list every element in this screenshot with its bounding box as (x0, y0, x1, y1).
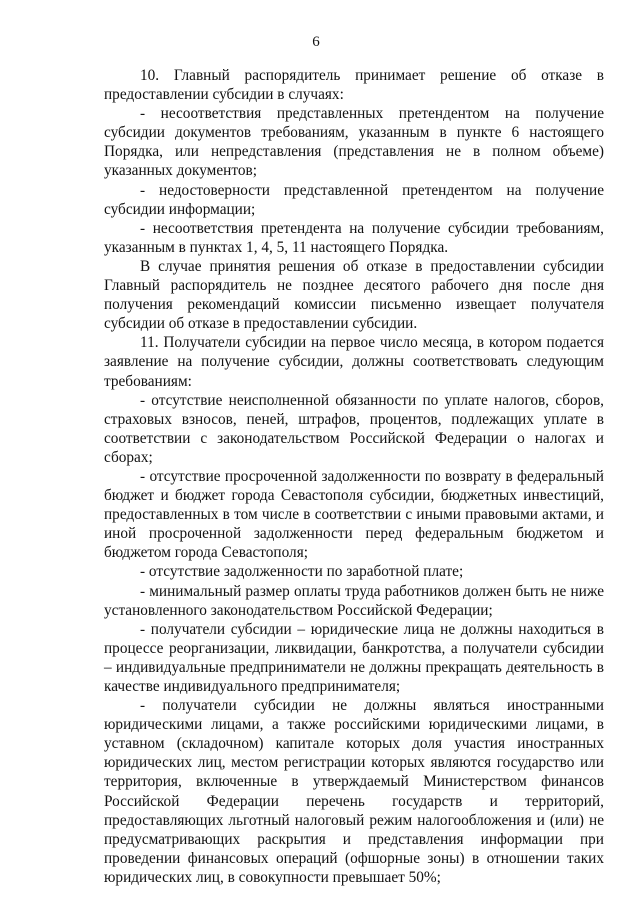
list-item: - отсутствие просроченной задолженности по возврату в федеральный бюджет и бюджет города Севастополя субсидии, бюджетных инвестиций, предоставленных в том числе в соответствии с иными правовыми актами, и иной просроченной задолженности перед федеральным бюджетом и бюджетом города Севастополя; (104, 467, 604, 562)
paragraph-11-intro: 11. Получатели субсидии на первое число месяца, в котором подается заявление на получение субсидии, должны соответствовать следующим требованиям: (104, 334, 604, 390)
document-body (104, 66, 604, 887)
paragraph-refusal-notice: В случае принятия решения об отказе в предоставлении субсидии Главный распорядитель не позднее десятого рабочего дня после дня получения рекомендаций комиссии письменно извещает получателя субсидии об отказе в предоставлении субсидии. (104, 257, 604, 333)
list-item: - несоответствия претендента на получение субсидии требованиям, указанным в пунктах 1, 4, 5, 11 настоящего Порядка. (104, 219, 604, 256)
list-item: - недостоверности представленной претендентом на получение субсидии информации; (104, 181, 604, 218)
list-item: - несоответствия представленных претендентом на получение субсидии документов требованиям, указанным в пункте 6 настоящего Порядка, или непредставления (представления не в полном объеме) указанных документов; (104, 105, 604, 180)
list-item: - отсутствие неисполненной обязанности по уплате налогов, сборов, страховых взносов, пеней, штрафов, процентов, подлежащих уплате в соответствии с законодательством Российской Федерации о налогах и сборах; (104, 391, 604, 466)
list-item: - получатели субсидии – юридические лица не должны находиться в процессе реорганизации, ликвидации, банкротства, а получатели субсидии – индивидуальные предприниматели не должны прекращать деятельность в качестве индивидуального предпринимателя; (104, 620, 604, 695)
list-item: - отсутствие задолженности по заработной плате; (140, 563, 464, 581)
list-item: - получатели субсидии не должны являться иностранными юридическими лицами, а также российскими юридическими лицами, в уставном (складочном) капитале которых доля участия иностранных юридических лиц, местом регистрации которых являются государство или территория, включенные в утверждаемый Министерством финансов Российской Федерации перечень государств и территорий, предоставляющих льготный налоговый режим налогообложения и (или) не предусматривающих раскрытия и представления информации при проведении финансовых операций (офшорные зоны) в отношении таких юридических лиц, в совокупности превышает 50%; (104, 697, 604, 886)
page-number: 6 (312, 34, 320, 50)
paragraph-10-intro: 10. Главный распорядитель принимает решение об отказе в предоставлении субсидии в случаях: (104, 67, 604, 104)
list-item: - минимальный размер оплаты труда работников должен быть не ниже установленного законодательством Российской Федерации; (104, 582, 604, 619)
